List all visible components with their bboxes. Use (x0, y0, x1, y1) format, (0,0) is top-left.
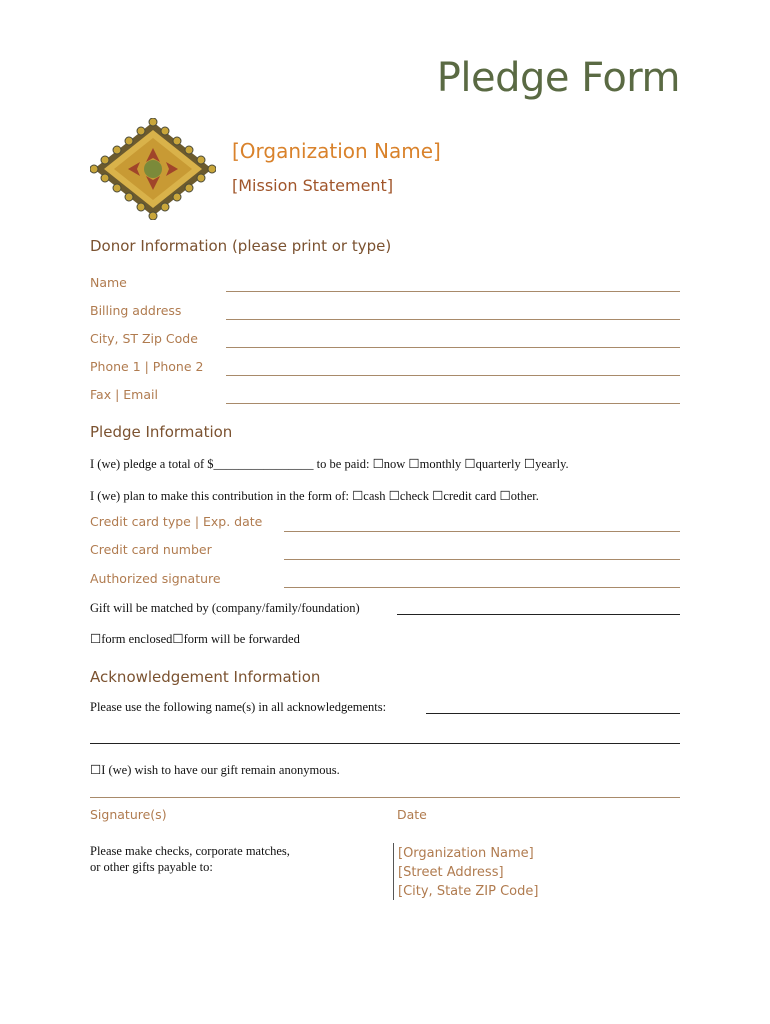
name-label: Name (90, 275, 127, 290)
date-label: Date (397, 807, 427, 822)
card-type-label: Credit card type | Exp. date (90, 514, 263, 529)
organization-address (398, 844, 538, 901)
billing-address-label: Billing address (90, 303, 182, 318)
billing-address-field[interactable] (226, 319, 680, 320)
phone-label: Phone 1 | Phone 2 (90, 359, 204, 374)
page-title: Pledge Form (436, 55, 680, 101)
authorized-signature-field[interactable] (284, 587, 680, 588)
address-city-state-zip: [City, State ZIP Code] (398, 884, 539, 899)
payable-text-line2: or other gifts payable to: (90, 860, 213, 874)
card-number-label: Credit card number (90, 542, 212, 557)
contribution-form-line[interactable]: I (we) plan to make this contribution in the form of: ☐cash ☐check ☐credit card ☐other. (90, 489, 539, 503)
card-number-field[interactable] (284, 559, 680, 560)
name-field[interactable] (226, 291, 680, 292)
address-org-name: [Organization Name] (398, 846, 534, 861)
pledge-total-line[interactable]: I (we) pledge a total of $________________ to be paid: ☐now ☐monthly ☐quarterly ☐yearly. (90, 457, 569, 471)
authorized-signature-label: Authorized signature (90, 571, 221, 586)
acknowledgement-names-field-2[interactable] (90, 743, 680, 744)
organization-logo (90, 118, 216, 220)
address-divider (393, 843, 394, 900)
acknowledgement-names-field[interactable] (426, 713, 680, 714)
city-state-zip-field[interactable] (226, 347, 680, 348)
acknowledgement-heading: Acknowledgement Information (90, 668, 321, 686)
card-type-field[interactable] (284, 531, 680, 532)
phone-field[interactable] (226, 375, 680, 376)
matched-by-label: Gift will be matched by (company/family/foundation) (90, 601, 360, 615)
anonymous-checkbox-line[interactable]: ☐I (we) wish to have our gift remain anonymous. (90, 763, 340, 777)
mission-statement: [Mission Statement] (232, 176, 394, 195)
donor-info-heading: Donor Information (please print or type) (90, 237, 392, 255)
acknowledgement-names-label: Please use the following name(s) in all acknowledgements: (90, 700, 387, 714)
fax-email-label: Fax | Email (90, 387, 158, 402)
signature-label: Signature(s) (90, 807, 167, 822)
matched-by-field[interactable] (397, 614, 680, 615)
organization-name: [Organization Name] (232, 139, 441, 163)
payable-text-line1: Please make checks, corporate matches, (90, 844, 290, 858)
fax-email-field[interactable] (226, 403, 680, 404)
city-state-zip-label: City, ST Zip Code (90, 331, 198, 346)
address-street: [Street Address] (398, 865, 504, 880)
pledge-info-heading: Pledge Information (90, 423, 233, 441)
form-enclosed-options[interactable]: ☐form enclosed☐form will be forwarded (90, 632, 300, 646)
signature-line[interactable] (90, 797, 680, 798)
